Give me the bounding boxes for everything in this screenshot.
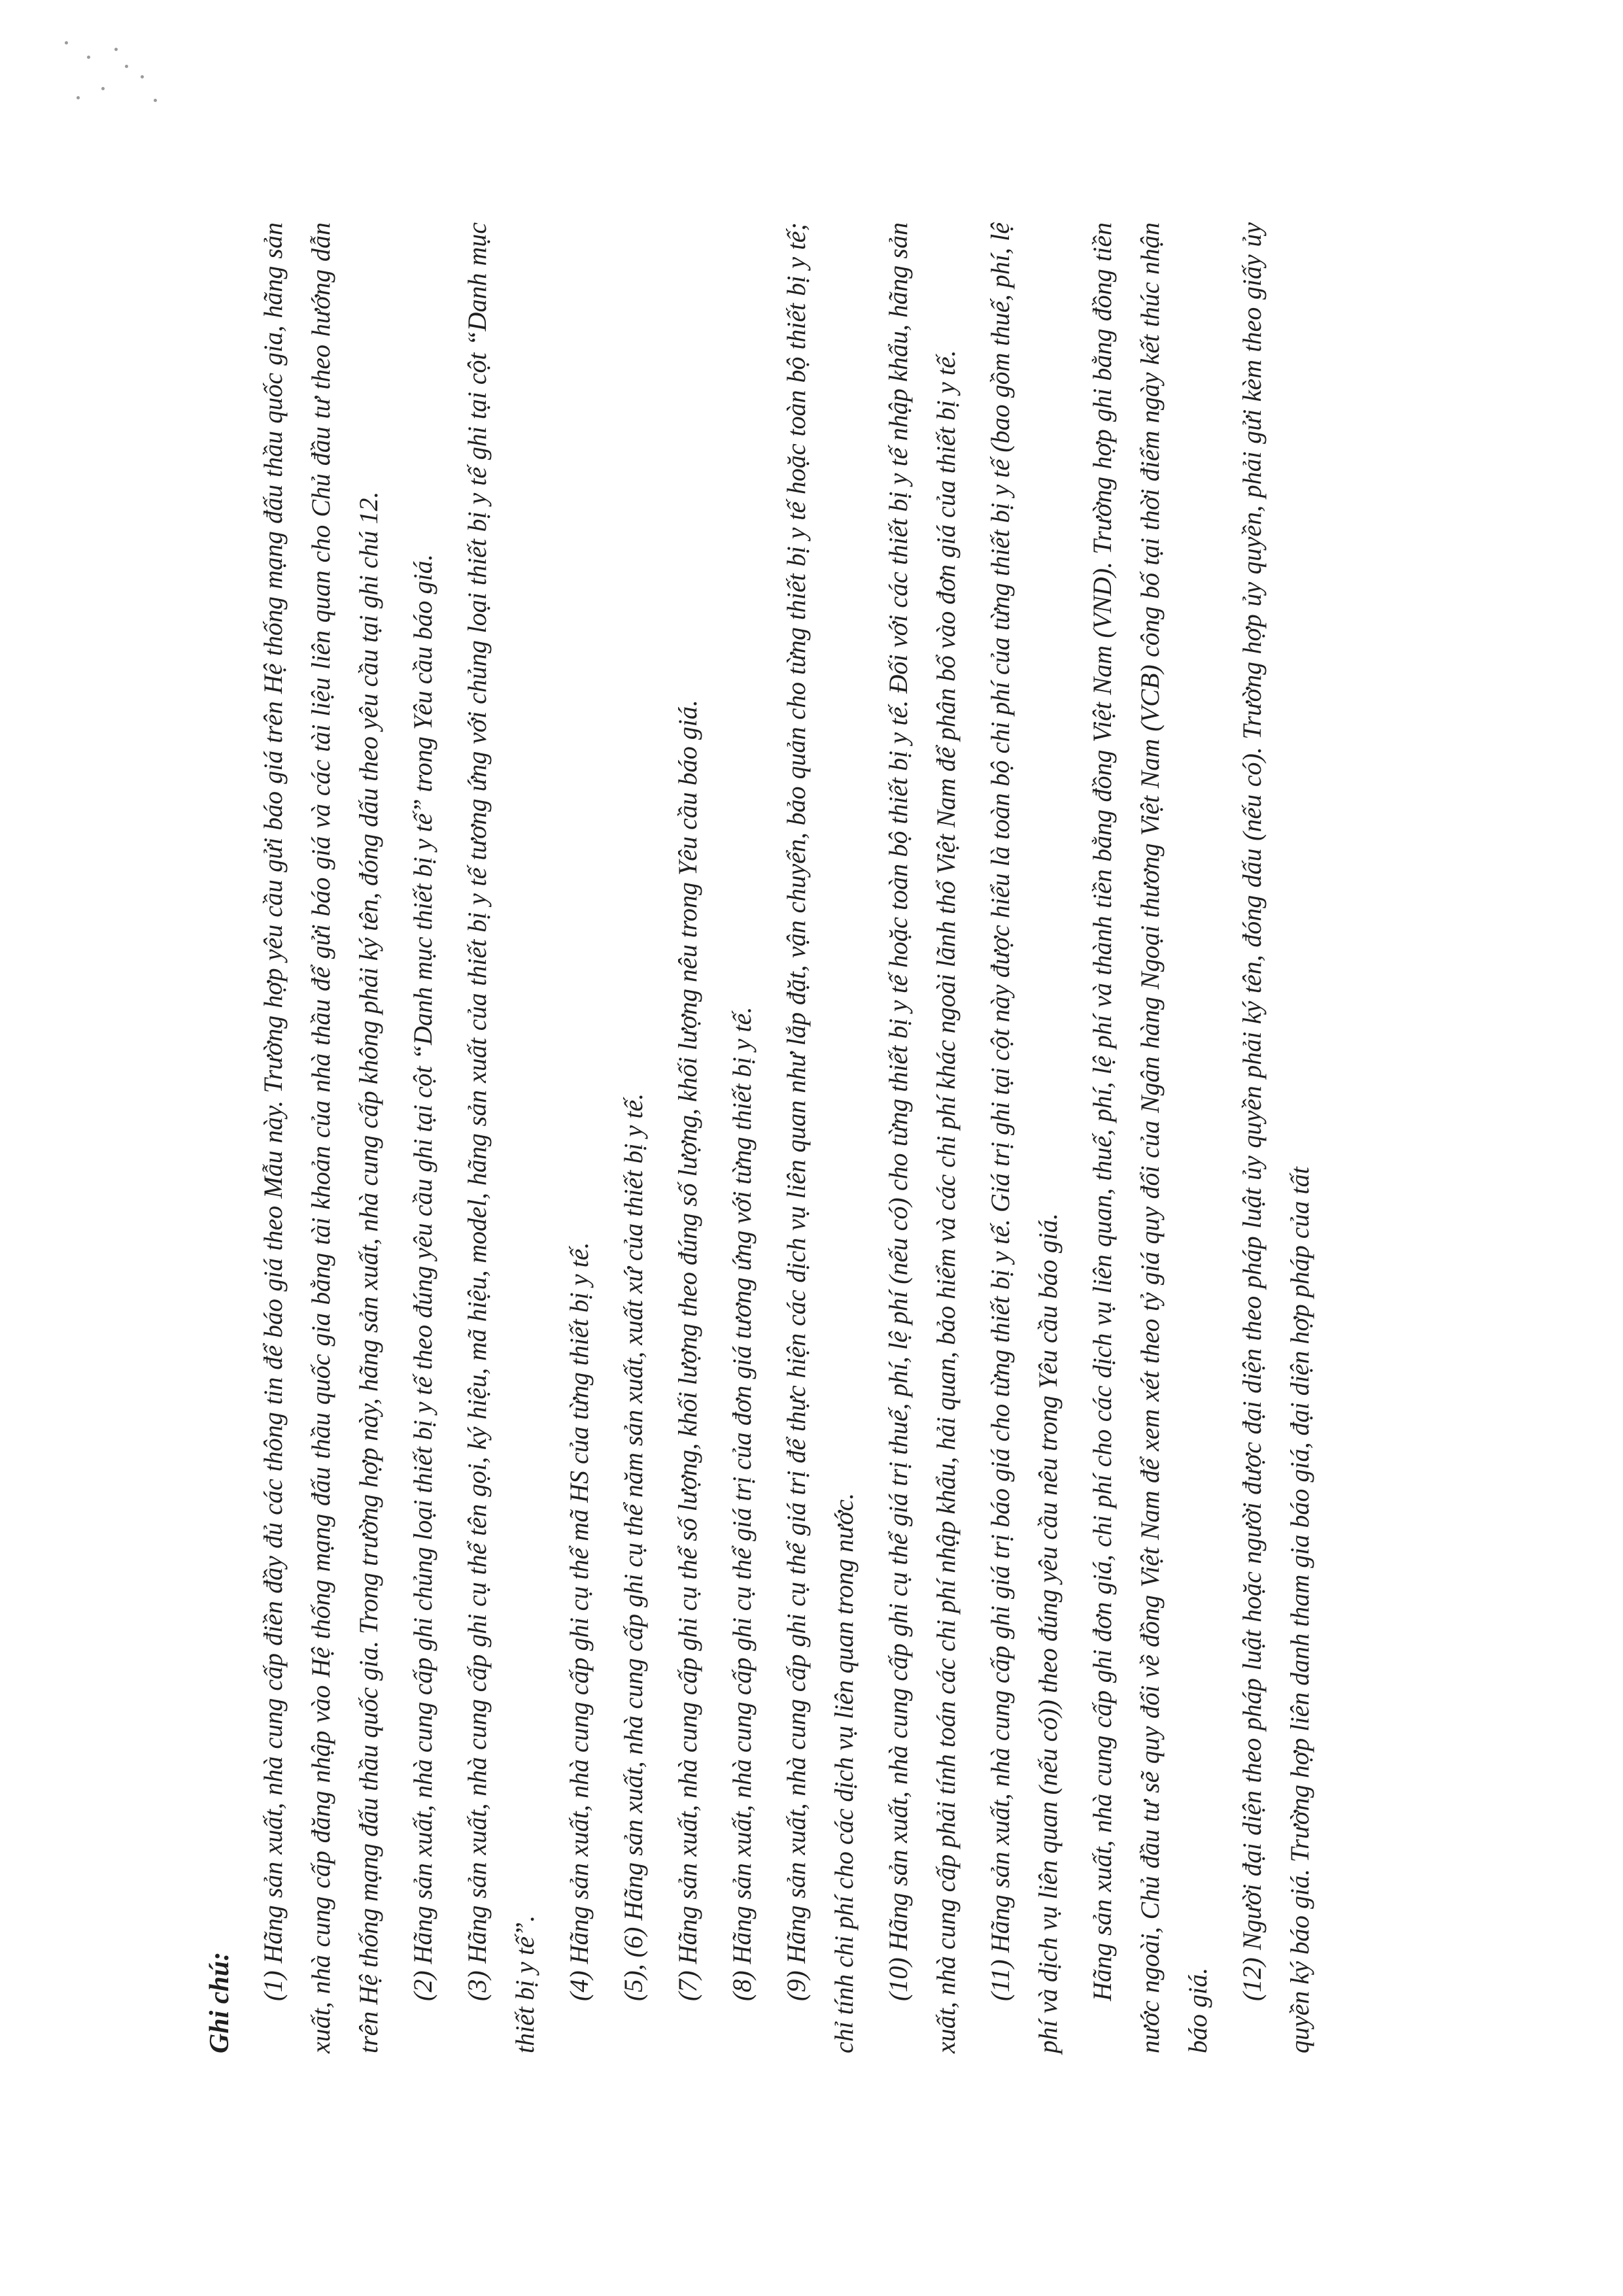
scan-speckles (62, 36, 180, 114)
note-4: (4) Hãng sản xuất, nhà cung cấp ghi cụ thể mã HS của từng thiết bị y tế. (564, 1242, 594, 2001)
note-10: (10) Hãng sản xuất, nhà cung cấp ghi cụ thể giá trị thuế, phí, lệ phí (nếu có) cho từng thiết bị y tế hoặc toàn bộ thiết bị y tế. Đối với các thiết bị y tế nhập khẩu, hãng sản xuất, nhà cung cấp phải tính toán các chi phí nhập khẩu, hải quan, bảo hiểm và các chi phí khác ngoài lãnh thổ Việt Nam để phân bổ vào đơn giá của thiết bị y tế. (883, 222, 961, 2053)
note-3: (3) Hãng sản xuất, nhà cung cấp ghi cụ thể tên gọi, ký hiệu, mã hiệu, model, hãng sản xuất của thiết bị y tế tương ứng với chủng loại thiết bị y tế ghi tại cột “Danh mục thiết bị y tế”. (462, 222, 539, 2053)
note-12: (12) Người đại diện theo pháp luật hoặc người được đại diện theo pháp luật ủy quyền phải ký tên, đóng dấu (nếu có). Trường hợp ủy quyền, phải gửi kèm theo giấy ủy quyền ký báo giá. Trường hợp liên danh tham gia báo giá, đại diện hợp pháp của tất (1237, 222, 1314, 2053)
notes-heading: Ghi chú: (205, 1951, 235, 2053)
note-5-6: (5), (6) Hãng sản xuất, nhà cung cấp ghi cụ thể năm sản xuất, xuất xứ của thiết bị y tế. (619, 1093, 648, 2001)
note-11: (11) Hãng sản xuất, nhà cung cấp ghi giá trị báo giá cho từng thiết bị y tế. Giá trị ghi tại cột này được hiểu là toàn bộ chi phí của từng thiết bị y tế (bao gồm thuế, phí, lệ phí và dịch vụ liên quan (nếu có)) theo đúng yêu cầu nêu trong Yêu cầu báo giá. (985, 222, 1063, 2053)
note-9: (9) Hãng sản xuất, nhà cung cấp ghi cụ thể giá trị để thực hiện các dịch vụ liên quan như lắp đặt, vận chuyển, bảo quản cho từng thiết bị y tế hoặc toàn bộ thiết bị y tế; chỉ tính chi phí cho các dịch vụ liên quan trong nước. (781, 222, 859, 2053)
note-7: (7) Hãng sản xuất, nhà cung cấp ghi cụ thể số lượng, khối lượng theo đúng số lượng, khối lượng nêu trong Yêu cầu báo giá. (673, 700, 702, 2001)
notes-page (196, 222, 1426, 2053)
note-1: (1) Hãng sản xuất, nhà cung cấp điền đầy đủ các thông tin để báo giá theo Mẫu này. Trường hợp yêu cầu gửi báo giá trên Hệ thống mạng đấu thầu quốc gia, hãng sản xuất, nhà cung cấp đăng nhập vào Hệ thống mạng đấu thầu quốc gia bằng tài khoản của nhà thầu để gửi báo giá và các tài liệu liên quan cho Chủ đầu tư theo hướng dẫn trên Hệ thống mạng đấu thầu quốc gia. Trong trường hợp này, hãng sản xuất, nhà cung cấp không phải ký tên, đóng dấu theo yêu cầu tại ghi chú 12. (258, 222, 383, 2053)
note-currency: Hãng sản xuất, nhà cung cấp ghi đơn giá, chi phí cho các dịch vụ liên quan, thuế, phí, lệ phí và thành tiền bằng đồng Việt Nam (VND). Trường hợp ghi bằng đồng tiền nước ngoài, Chủ đầu tư sẽ quy đổi về đồng Việt Nam để xem xét theo tỷ giá quy đổi của Ngân hàng Ngoại thương Việt Nam (VCB) công bố tại thời điểm ngày kết thúc nhận báo giá. (1087, 222, 1212, 2053)
note-2: (2) Hãng sản xuất, nhà cung cấp ghi chủng loại thiết bị y tế theo đúng yêu cầu ghi tại cột “Danh mục thiết bị y tế” trong Yêu cầu báo giá. (408, 554, 437, 2001)
note-8: (8) Hãng sản xuất, nhà cung cấp ghi cụ thể giá trị của đơn giá tương ứng với từng thiết bị y tế. (727, 1006, 757, 2001)
